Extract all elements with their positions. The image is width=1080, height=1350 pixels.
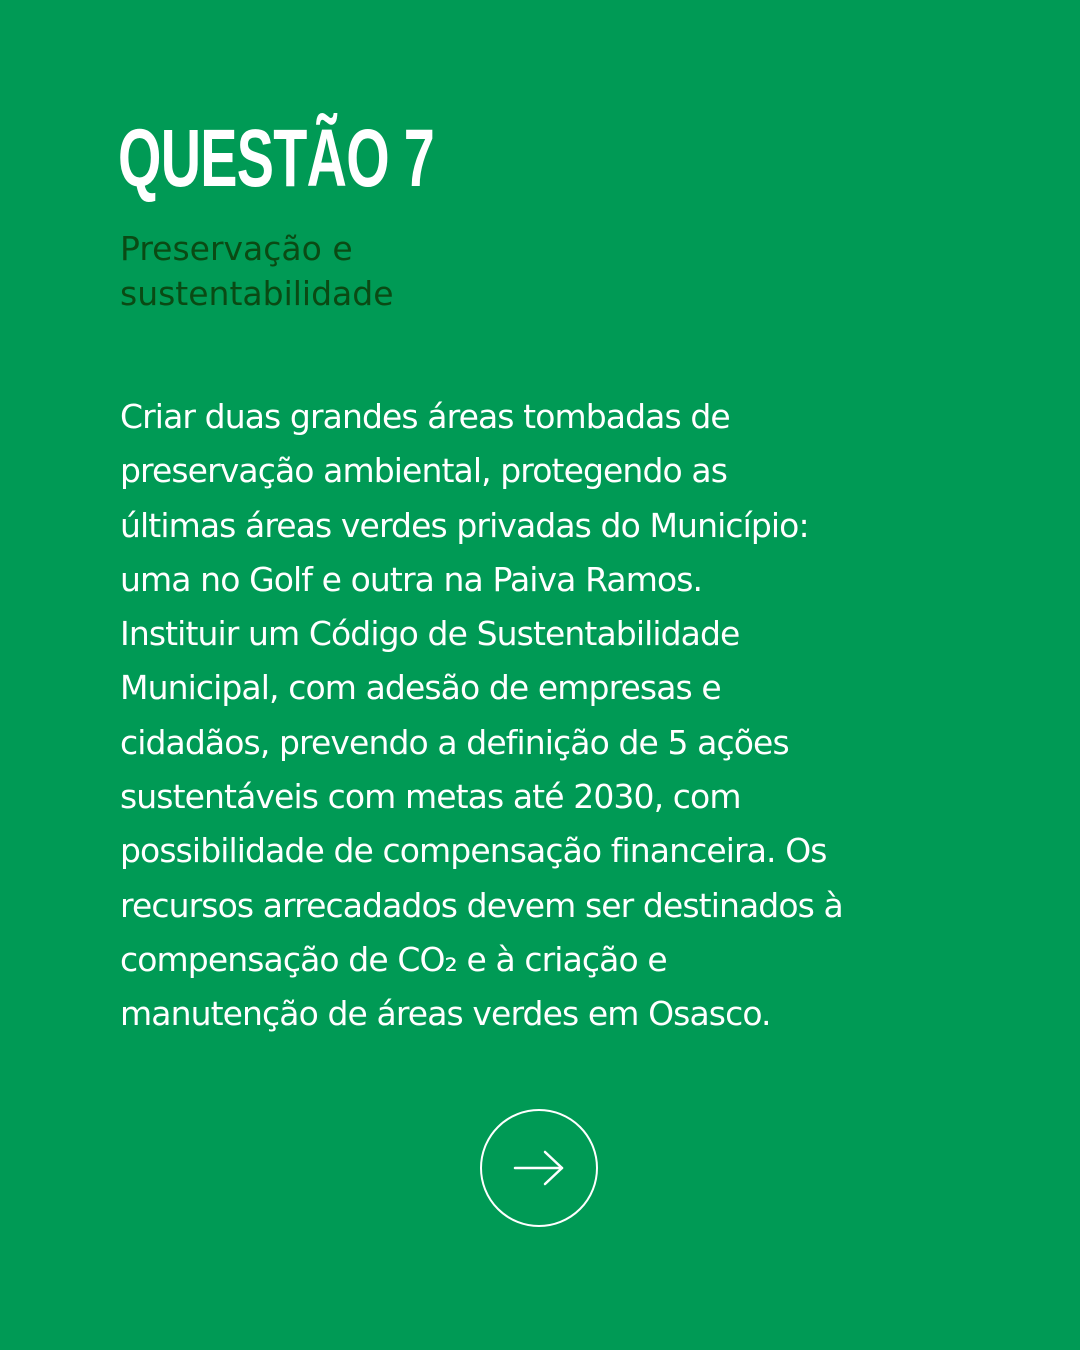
page-title: QUESTÃO 7: [118, 113, 435, 204]
body-paragraph: [120, 390, 843, 1042]
body-line: Instituir um Código de Sustentabilidade: [120, 614, 740, 654]
body-line: Criar duas grandes áreas tombadas de: [120, 397, 730, 436]
body-line: compensação de CO₂ e à criação e: [120, 939, 667, 979]
body-line: uma no Golf e outra na Paiva Ramos.: [120, 559, 703, 599]
body-line: sustentáveis com metas até 2030, com: [120, 777, 741, 817]
body-line: preservação ambiental, protegendo as: [120, 451, 727, 491]
body-line: possibilidade de compensação financeira. Os: [120, 831, 827, 871]
body-line: últimas áreas verdes privadas do Município:: [120, 505, 809, 545]
body-line: recursos arrecadados devem ser destinados à: [120, 885, 843, 925]
body-line: Municipal, com adesão de empresas e: [120, 668, 721, 708]
arrow-right-icon: [512, 1148, 566, 1188]
subtitle-line: Preservação e: [120, 229, 353, 268]
body-line: manutenção de áreas verdes em Osasco.: [120, 994, 771, 1034]
next-button[interactable]: [480, 1109, 598, 1227]
body-line: cidadãos, prevendo a definição de 5 ações: [120, 722, 789, 762]
subtitle-line: sustentabilidade: [120, 274, 394, 313]
page-subtitle: [120, 226, 394, 316]
